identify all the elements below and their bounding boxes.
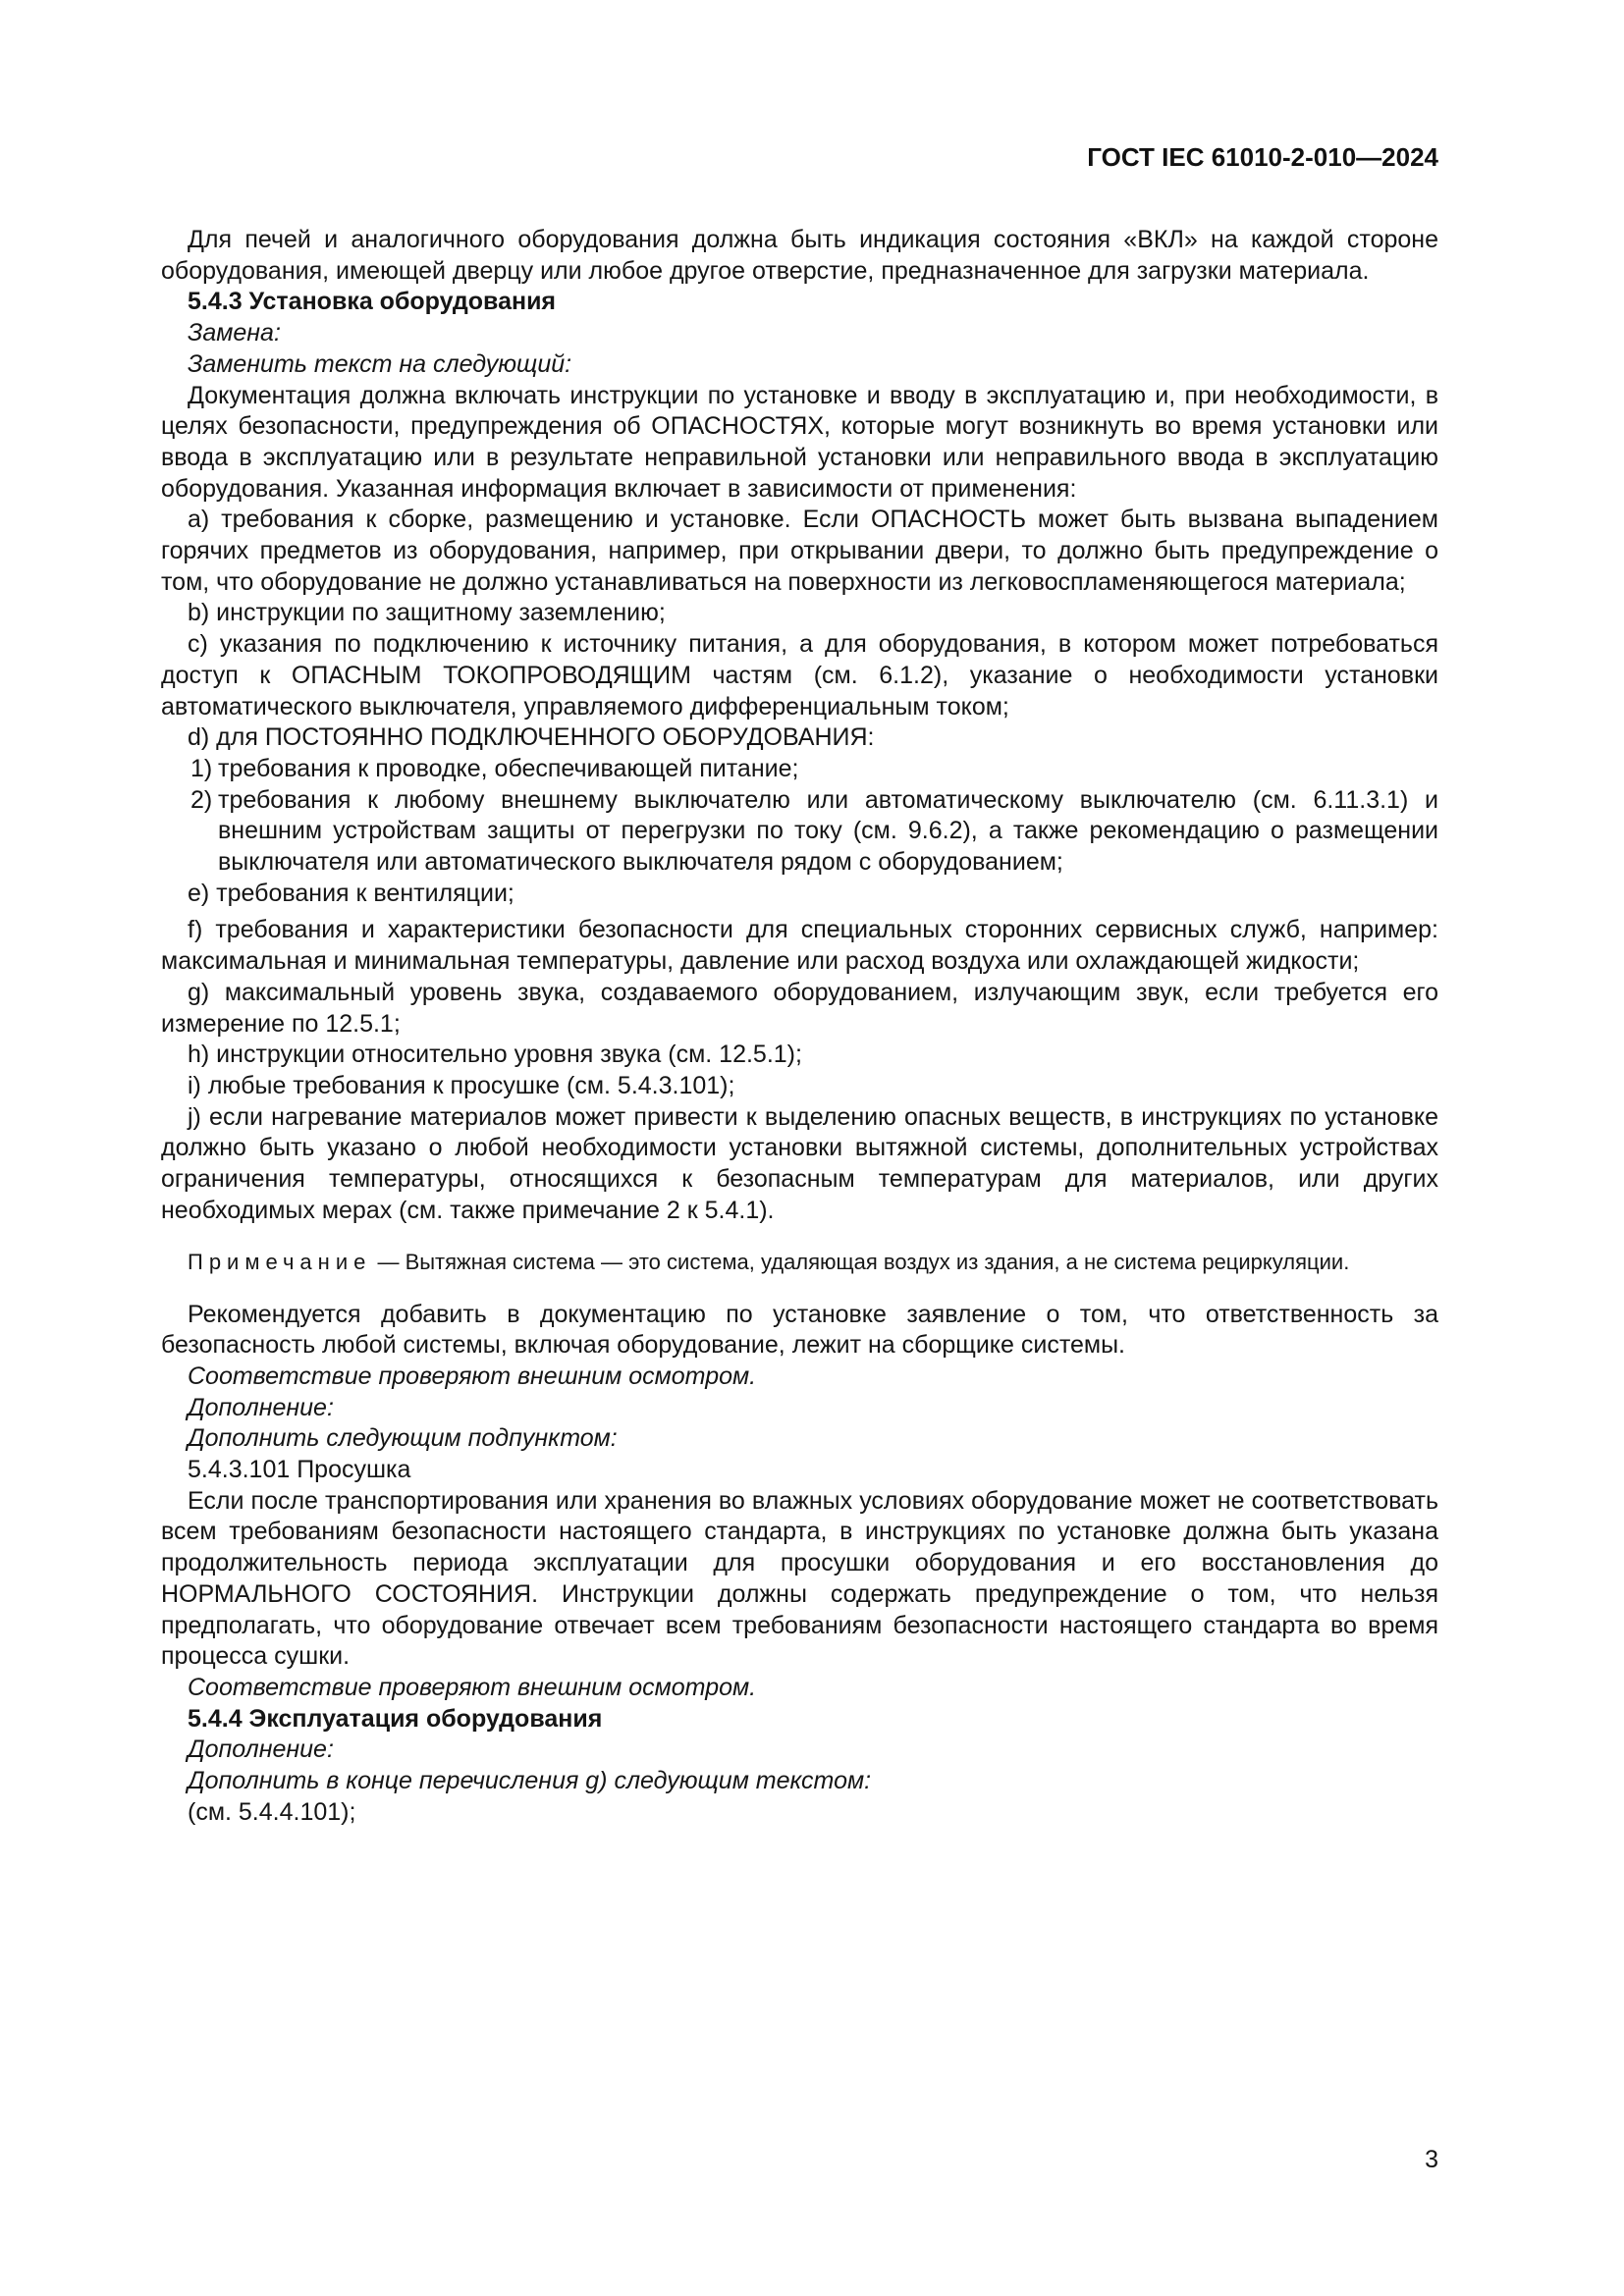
list-item-g: g) максимальный уровень звука, создаваемого оборудованием, излучающим звук, если требуется его измерение по 12.5.1; bbox=[161, 978, 1438, 1038]
list-item-d-1 bbox=[161, 754, 1438, 785]
addition-instruction-1: Дополнить следующим подпунктом: bbox=[188, 1424, 618, 1453]
addition-label-2: Дополнение: bbox=[188, 1735, 334, 1764]
replace-instruction: Заменить текст на следующий: bbox=[188, 349, 572, 378]
subsection-heading-5-4-3-101: 5.4.3.101 Просушка bbox=[188, 1456, 411, 1484]
list-item-f: f) требования и характеристики безопасности для специальных сторонних сервисных служб, например: максимальная и минимальная температуры, давление или расход воздуха или охлаждающей жидкости; bbox=[161, 916, 1438, 976]
document-code: ГОСТ IEC 61010-2-010—2024 bbox=[1087, 142, 1438, 172]
paragraph-recommendation: Рекомендуется добавить в документацию по установке заявление о том, что ответственность за безопасность любой системы, включая оборудование, лежит на сборщике системы. bbox=[161, 1300, 1438, 1360]
replace-label: Замена: bbox=[188, 319, 281, 347]
list-item-h: h) инструкции относительно уровня звука (см. 12.5.1); bbox=[188, 1041, 802, 1069]
list-item-a: a) требования к сборке, размещению и установке. Если ОПАСНОСТЬ может быть вызвана выпадением горячих предметов из оборудования, например, при открывании двери, то должно быть предупреждение о том, что оборудование не должно устанавливаться на поверхности из легковоспламеняющегося материала; bbox=[161, 506, 1438, 596]
list-item-e: e) требования к вентиляции; bbox=[188, 879, 514, 907]
compliance-check-2: Соответствие проверяют внешним осмотром. bbox=[188, 1673, 757, 1701]
section-heading-5-4-3: 5.4.3 Установка оборудования bbox=[188, 288, 557, 316]
paragraph-intro: Для печей и аналогичного оборудования должна быть индикация состояния «ВКЛ» на каждой стороне оборудования, имеющей дверцу или любое другое отверстие, предназначенное для загрузки материала. bbox=[161, 226, 1438, 285]
reference-line: (см. 5.4.4.101); bbox=[188, 1797, 356, 1826]
list-item-j: j) если нагревание материалов может привести к выделению опасных веществ, в инструкциях по установке должно быть указано о любой необходимости установки вытяжной системы, дополнительных устройствах ограничения температуры, относящихся к безопасным температурам для материалов, или других необходимых мерах (см. также примечание 2 к 5.4.1). bbox=[161, 1102, 1438, 1224]
paragraph-drying: Если после транспортирования или хранения во влажных условиях оборудование может не соответствовать всем требованиям безопасности настоящего стандарта, в инструкциях по установке должна быть указана продолжительность периода эксплуатации для просушки оборудования и его восстановления до НОРМАЛЬНОГО СОСТОЯНИЯ. Инструкции должны содержать предупреждение о том, что нельзя предполагать, что оборудование отвечает всем требованиям безопасности настоящего стандарта во время процесса сушки. bbox=[161, 1486, 1438, 1671]
list-item-d-1-text: требования к проводке, обеспечивающей питание; bbox=[218, 754, 799, 782]
paragraph-documentation: Документация должна включать инструкции по установке и вводу в эксплуатацию и, при необходимости, в целях безопасности, предупреждения об ОПАСНОСТЯХ, которые могут возникнуть во время установки или ввода в эксплуатацию или в результате неправильной установки или неправильного ввода в эксплуатацию оборудования. Указанная информация включает в зависимости от применения: bbox=[161, 381, 1438, 503]
list-item-i: i) любые требования к просушке (см. 5.4.3.101); bbox=[188, 1071, 735, 1099]
list-item-d-2-text: требования к любому внешнему выключателю или автоматическому выключателю (см. 6.11.3.1) и внешним устройствам защиты от перегрузки по току (см. 9.6.2), а также рекомендацию о размещении выключателя или автоматического выключателя рядом с оборудованием; bbox=[218, 785, 1438, 877]
note-text: — Вытяжная система — это система, удаляющая воздух из здания, а не система рециркуляции. bbox=[371, 1249, 1350, 1274]
list-item-b: b) инструкции по защитному заземлению; bbox=[188, 599, 666, 627]
page-number: 3 bbox=[1425, 2146, 1438, 2173]
section-heading-5-4-4: 5.4.4 Эксплуатация оборудования bbox=[188, 1704, 603, 1733]
list-item-d: d) для ПОСТОЯННО ПОДКЛЮЧЕННОГО ОБОРУДОВАНИЯ: bbox=[188, 723, 875, 752]
addition-label-1: Дополнение: bbox=[188, 1393, 334, 1421]
compliance-check-1: Соответствие проверяют внешним осмотром. bbox=[188, 1362, 757, 1390]
list-item-c: c) указания по подключению к источнику питания, а для оборудования, в котором может потребоваться доступ к ОПАСНЫМ ТОКОПРОВОДЯЩИМ частям (см. 6.1.2), указание о необходимости установки автоматического выключателя, управляемого дифференциальным током; bbox=[161, 630, 1438, 721]
list-item-d-2 bbox=[161, 785, 1438, 879]
list-item-d-2-number: 2) bbox=[190, 785, 213, 814]
addition-instruction-2: Дополнить в конце перечисления g) следующим текстом: bbox=[188, 1767, 872, 1795]
list-item-d-1-number: 1) bbox=[190, 754, 213, 782]
page-content bbox=[161, 225, 1438, 1828]
note-label: Примечание bbox=[188, 1249, 372, 1274]
note bbox=[161, 1247, 1438, 1278]
